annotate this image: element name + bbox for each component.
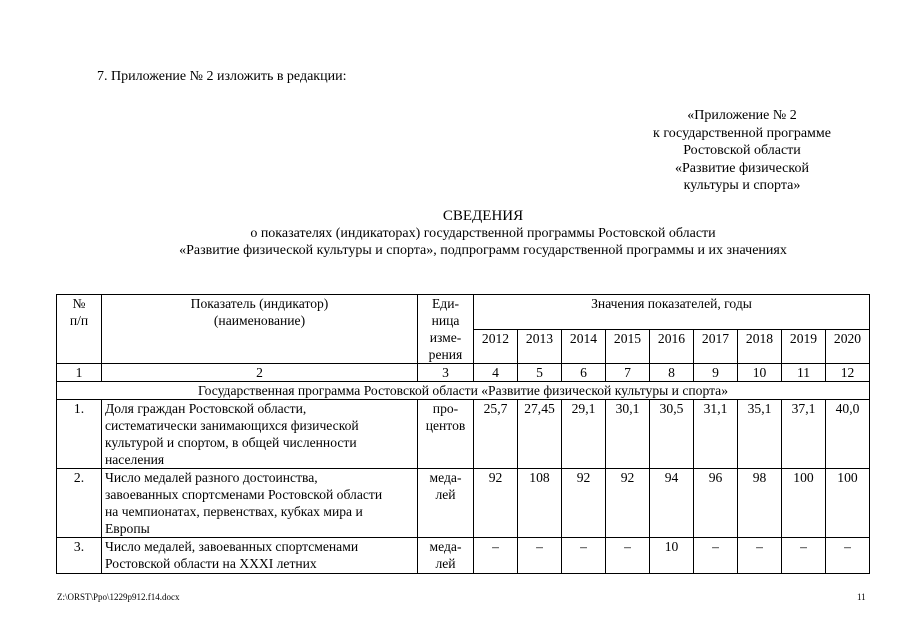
value-cell: 98: [738, 469, 782, 538]
year-cell: 2020: [826, 329, 870, 364]
page-number: 11: [857, 592, 866, 602]
header-unit: Еди- ница изме- рения: [418, 295, 474, 364]
indicators-table: [56, 294, 870, 574]
year-cell: 2017: [694, 329, 738, 364]
section-title: Государственная программа Ростовской области «Развитие физической культуры и спорта»: [57, 382, 870, 400]
appendix-line: «Развитие физической: [675, 160, 809, 176]
value-cell: 37,1: [782, 400, 826, 469]
year-cell: 2018: [738, 329, 782, 364]
title-line-1: о показателях (индикаторах) государственной программы Ростовской области: [250, 226, 716, 241]
value-cell: 31,1: [694, 400, 738, 469]
col-number: 3: [418, 364, 474, 382]
title-heading: СВЕДЕНИЯ: [442, 208, 524, 224]
appendix-line: культуры и спорта»: [683, 178, 801, 193]
table-row: [57, 538, 870, 574]
file-path: Z:\ORST\Ppo\1229p912.f14.docx: [57, 592, 180, 602]
year-cell: 2014: [562, 329, 606, 364]
row-num: 3.: [57, 538, 102, 574]
header-values-group: Значения показателей, годы: [474, 295, 870, 330]
appendix-line: Ростовской области: [683, 143, 801, 158]
value-cell: 30,1: [606, 400, 650, 469]
document-title: [97, 208, 869, 259]
appendix-caption: [642, 107, 842, 195]
table-row: [57, 469, 870, 538]
value-cell: 96: [694, 469, 738, 538]
row-indicator: Число медалей, завоеванных спортсменами Ростовской области на XXXI летних: [102, 538, 418, 574]
value-cell: 92: [606, 469, 650, 538]
col-number: 4: [474, 364, 518, 382]
header-indicator: Показатель (индикатор) (наименование): [102, 295, 418, 364]
col-number: 5: [518, 364, 562, 382]
value-cell: 100: [782, 469, 826, 538]
col-number: 11: [782, 364, 826, 382]
value-cell: –: [826, 538, 870, 574]
table-row: [57, 400, 870, 469]
row-indicator: Число медалей разного достоинства, завоеванных спортсменами Ростовской области на чемпионатах, первенствах, кубках мира и Европы: [102, 469, 418, 538]
col-number: 2: [102, 364, 418, 382]
value-cell: 27,45: [518, 400, 562, 469]
row-unit: меда- лей: [418, 538, 474, 574]
value-cell: –: [562, 538, 606, 574]
intro-text: 7. Приложение № 2 изложить в редакции:: [97, 69, 347, 84]
value-cell: –: [782, 538, 826, 574]
value-cell: 100: [826, 469, 870, 538]
value-cell: 92: [562, 469, 606, 538]
header-num: № п/п: [57, 295, 102, 364]
col-number: 12: [826, 364, 870, 382]
row-num: 1.: [57, 400, 102, 469]
col-number: 10: [738, 364, 782, 382]
row-indicator: Доля граждан Ростовской области, систематически занимающихся физической культурой и спортом, в общей численности населения: [102, 400, 418, 469]
col-number: 1: [57, 364, 102, 382]
year-cell: 2012: [474, 329, 518, 364]
col-number: 6: [562, 364, 606, 382]
value-cell: –: [738, 538, 782, 574]
value-cell: 29,1: [562, 400, 606, 469]
row-unit: меда- лей: [418, 469, 474, 538]
value-cell: –: [606, 538, 650, 574]
value-cell: 108: [518, 469, 562, 538]
value-cell: 30,5: [650, 400, 694, 469]
value-cell: 92: [474, 469, 518, 538]
header-row: [57, 295, 870, 330]
row-num: 2.: [57, 469, 102, 538]
title-line-2: «Развитие физической культуры и спорта», подпрограмм государственной программы и их значениях: [179, 243, 787, 258]
year-cell: 2016: [650, 329, 694, 364]
year-cell: 2015: [606, 329, 650, 364]
value-cell: 10: [650, 538, 694, 574]
col-number: 9: [694, 364, 738, 382]
col-number: 7: [606, 364, 650, 382]
row-unit: про- центов: [418, 400, 474, 469]
value-cell: 25,7: [474, 400, 518, 469]
value-cell: –: [518, 538, 562, 574]
value-cell: 35,1: [738, 400, 782, 469]
value-cell: –: [474, 538, 518, 574]
value-cell: 40,0: [826, 400, 870, 469]
year-cell: 2019: [782, 329, 826, 364]
appendix-line: к государственной программе: [653, 125, 831, 141]
value-cell: 94: [650, 469, 694, 538]
column-numbers-row: [57, 364, 870, 382]
value-cell: –: [694, 538, 738, 574]
section-row: [57, 382, 870, 400]
appendix-line: «Приложение № 2: [687, 108, 797, 123]
year-cell: 2013: [518, 329, 562, 364]
col-number: 8: [650, 364, 694, 382]
